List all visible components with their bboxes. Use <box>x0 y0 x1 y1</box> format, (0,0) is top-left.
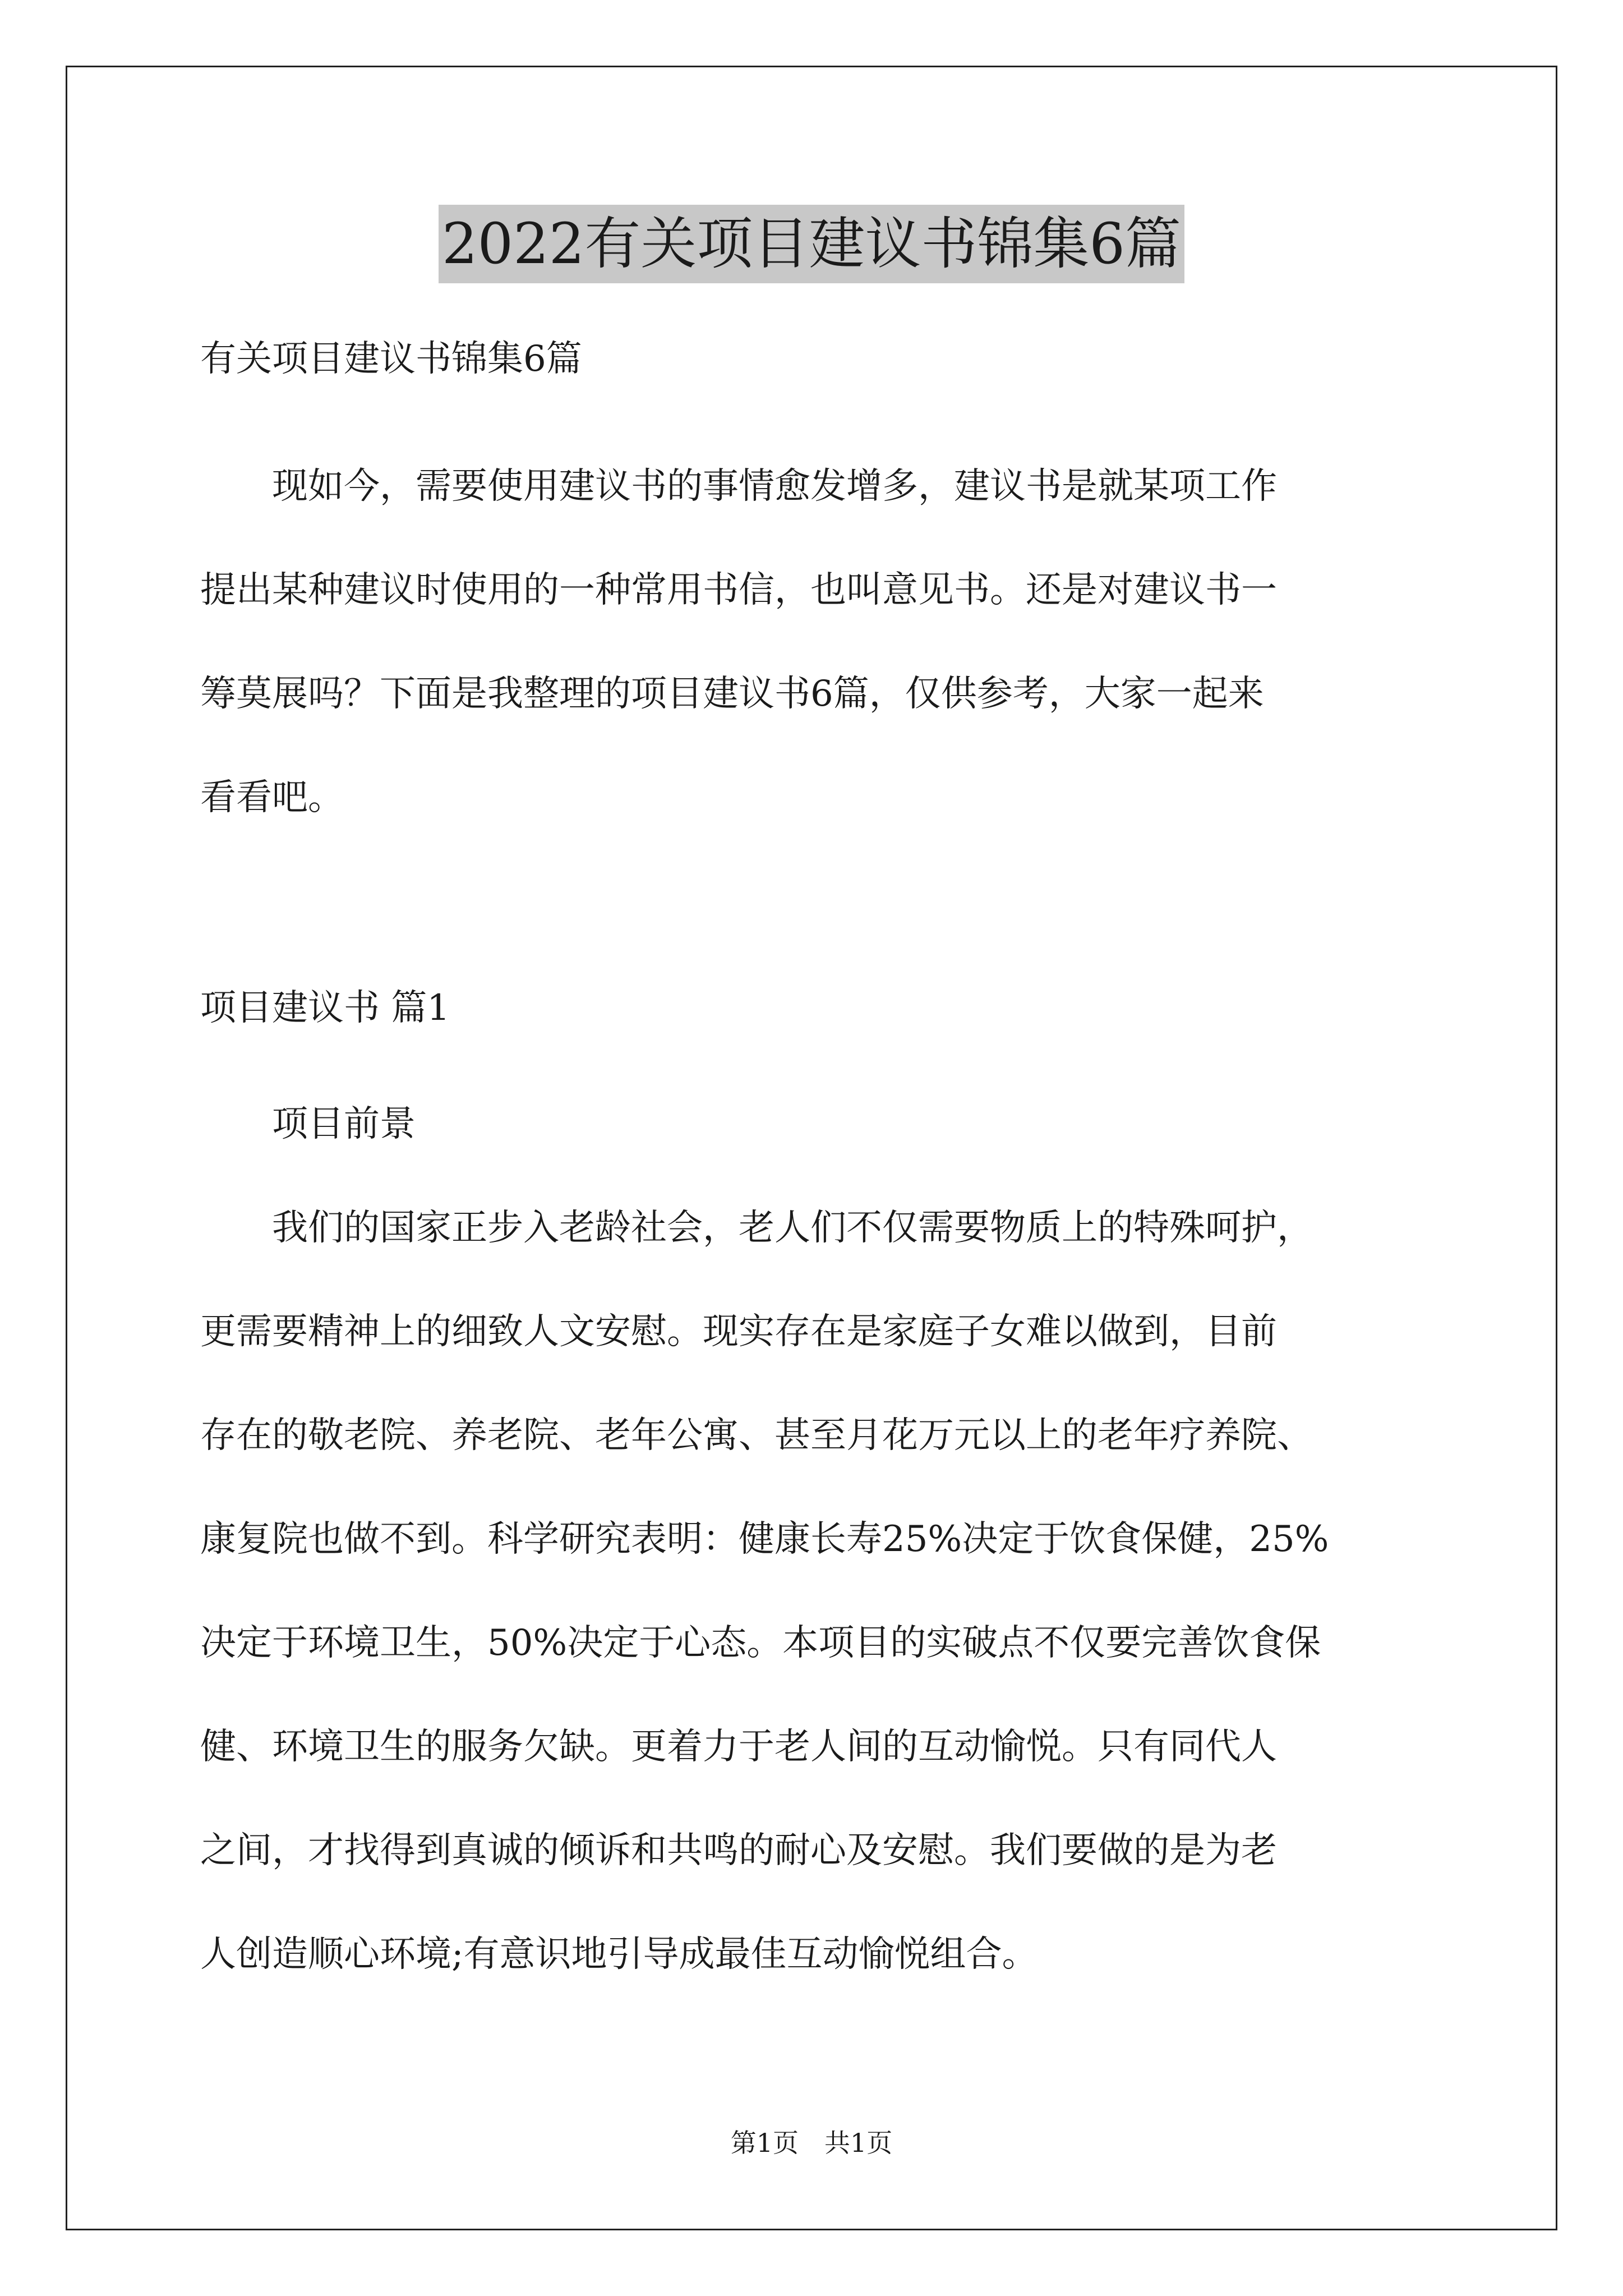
title-container <box>0 205 1623 283</box>
intro-line: 现如今，需要使用建议书的事情愈发增多，建议书是就某项工作 <box>200 466 1277 507</box>
body-line: 人创造顺心环境;有意识地引导成最佳互动愉悦组合。 <box>200 1934 1038 1975</box>
body-line: 决定于环境卫生，50%决定于心态。本项目的实破点不仅要完善饮食保 <box>200 1622 1321 1664</box>
body-line: 更需要精神上的细致人文安慰。现实存在是家庭子女难以做到，目前 <box>200 1311 1277 1352</box>
intro-line: 提出某种建议时使用的一种常用书信，也叫意见书。还是对建议书一 <box>200 569 1277 611</box>
body-line: 存在的敬老院、养老院、老年公寓、甚至月花万元以上的老年疗养院、 <box>200 1415 1313 1456</box>
intro-paragraph <box>200 435 1456 850</box>
intro-line: 筹莫展吗？下面是我整理的项目建议书6篇，仅供参考，大家一起来 <box>200 673 1264 715</box>
body-line: 康复院也做不到。科学研究表明：健康长寿25%决定于饮食保健，25% <box>200 1519 1329 1560</box>
body-line: 之间，才找得到真诚的倾诉和共鸣的耐心及安慰。我们要做的是为老 <box>200 1830 1277 1871</box>
page-footer: 第1页 共1页 <box>730 2128 893 2158</box>
body-line: 健、环境卫生的服务欠缺。更着力于老人间的互动愉悦。只有同代人 <box>200 1726 1277 1768</box>
document-title: 2022有关项目建议书锦集6篇 <box>439 205 1184 283</box>
body-line: 我们的国家正步入老龄社会，老人们不仅需要物质上的特殊呵护， <box>200 1207 1313 1249</box>
section-heading: 项目建议书 篇1 <box>200 987 450 1029</box>
body-paragraph <box>200 1176 1456 2007</box>
document-subtitle: 有关项目建议书锦集6篇 <box>200 338 582 380</box>
sub-heading: 项目前景 <box>200 1103 416 1145</box>
intro-line: 看看吧。 <box>200 777 344 818</box>
